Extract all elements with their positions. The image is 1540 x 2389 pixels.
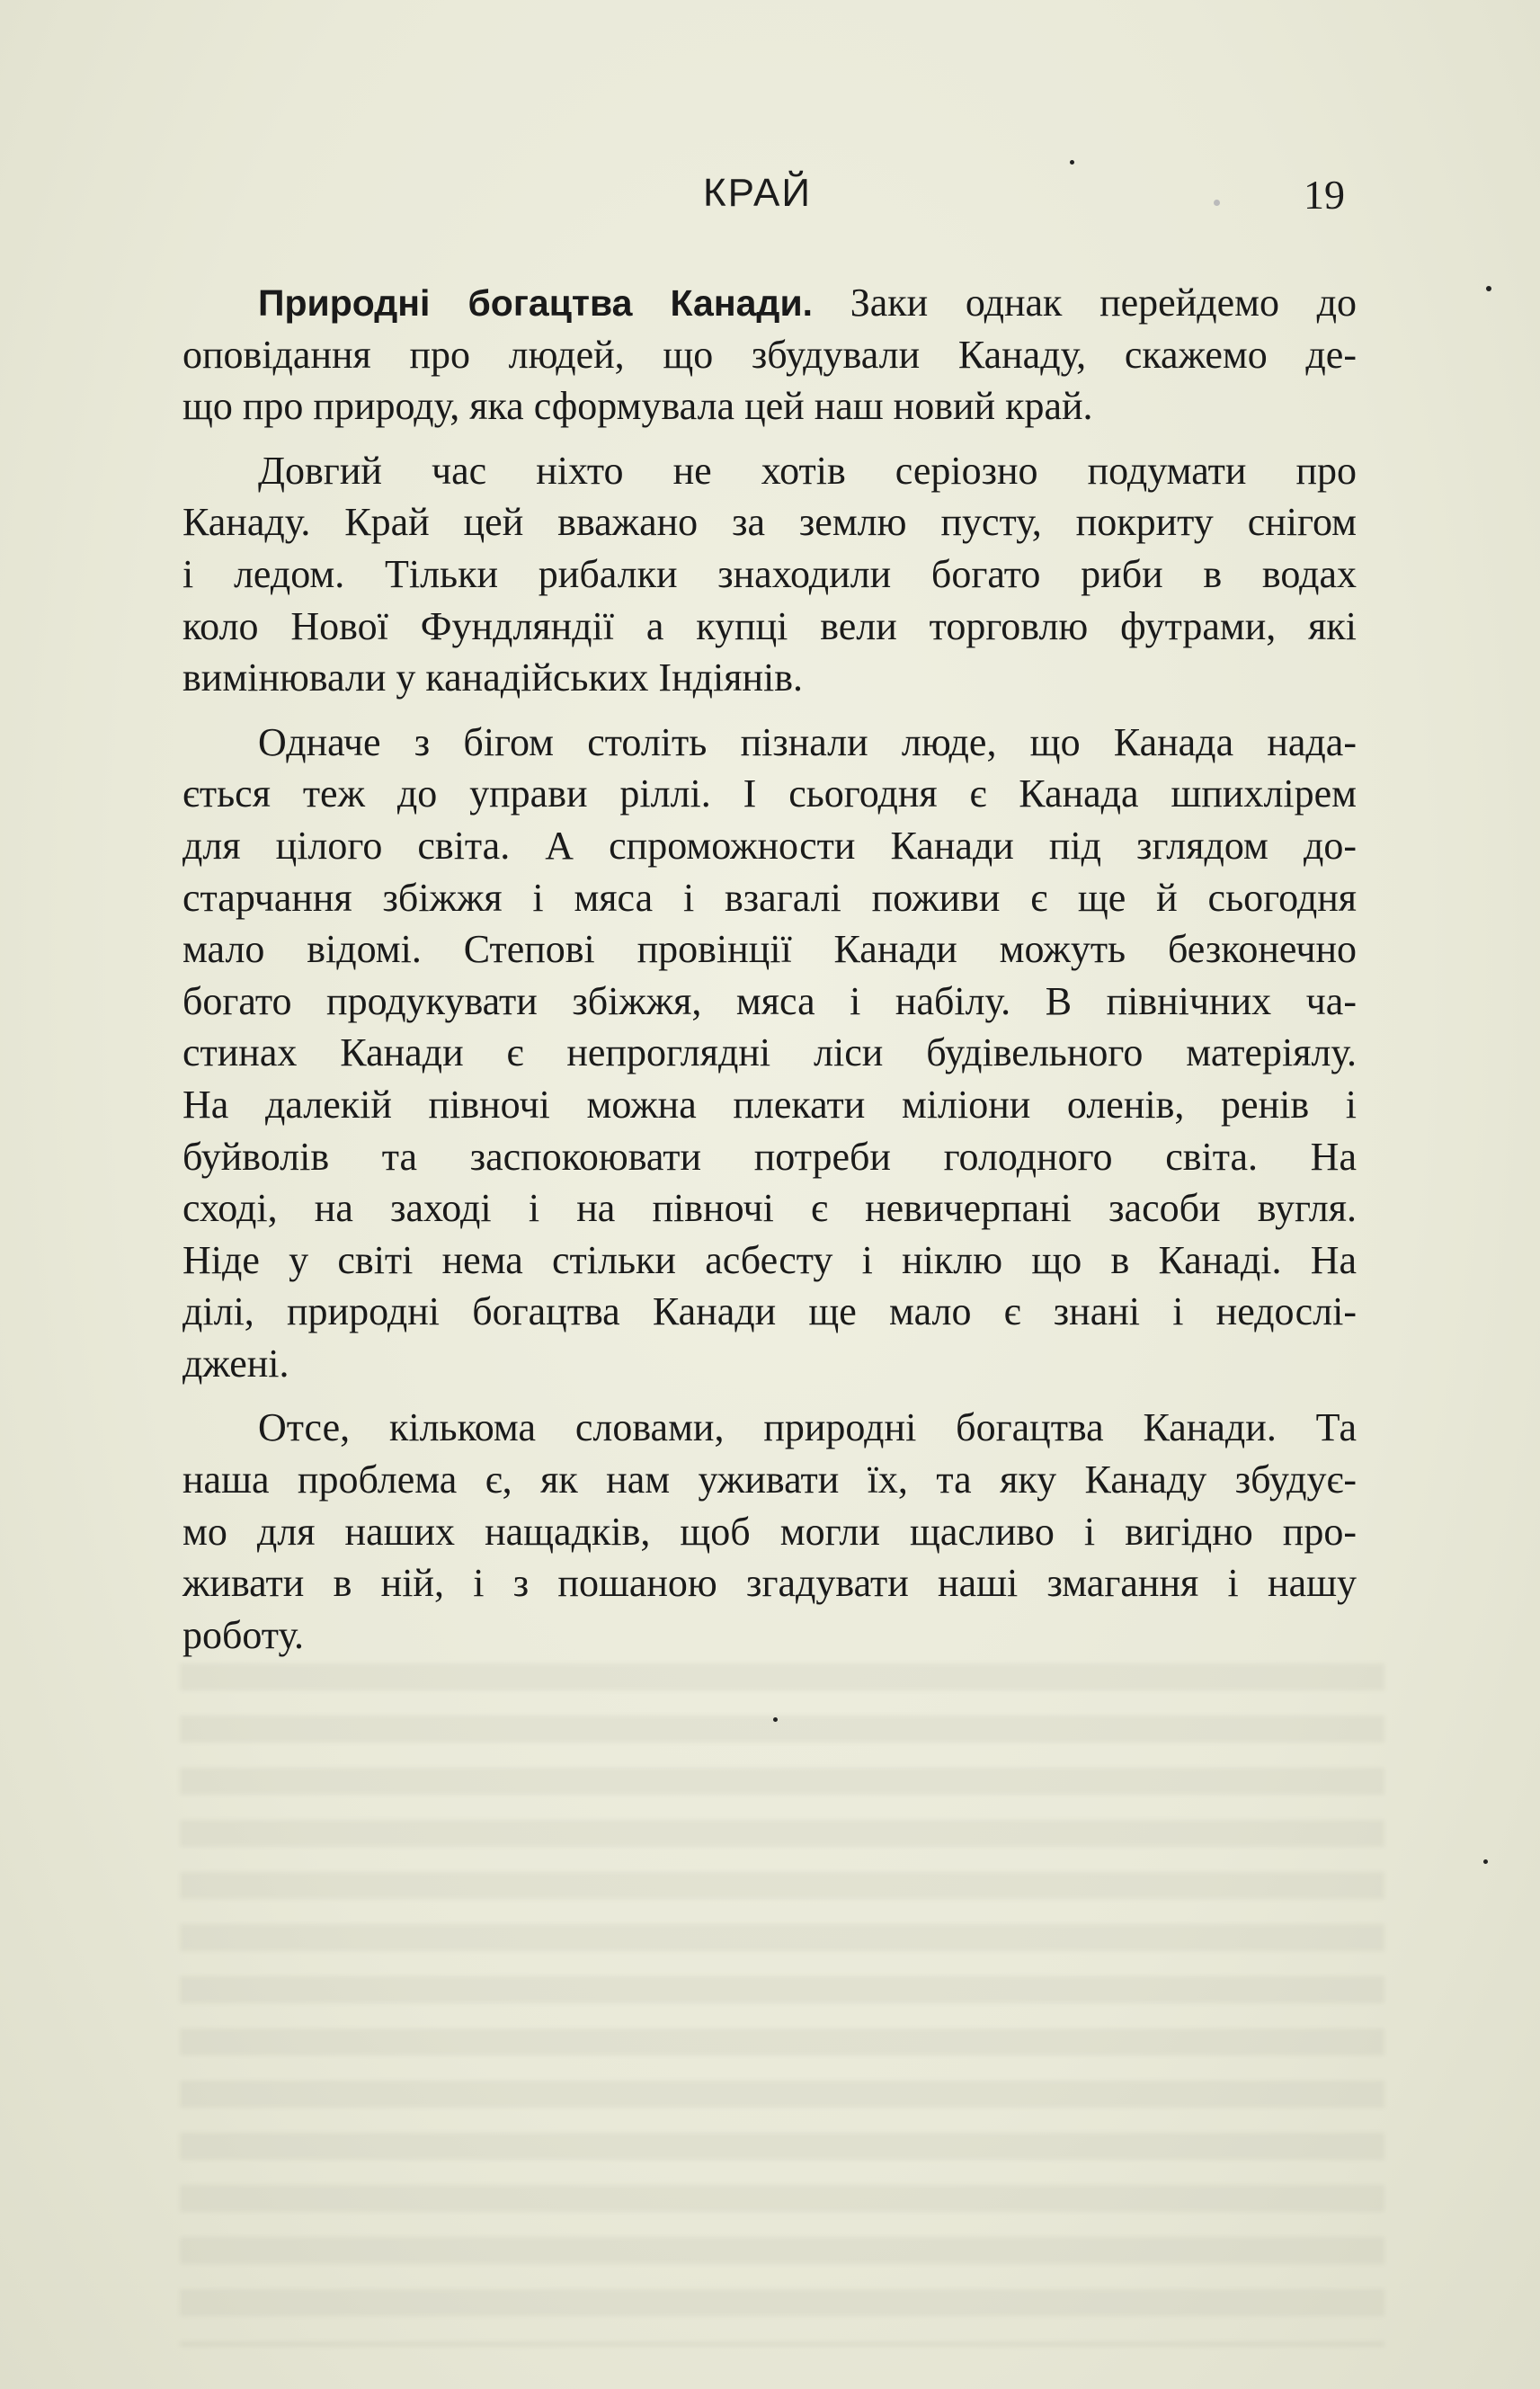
paragraph-4 (182, 1402, 1357, 1661)
text-line: Ніде у світі нема стільки асбесту і ніклю що в Канаді. На (182, 1237, 1357, 1282)
running-head (0, 171, 1540, 225)
text-line: оповідання про людей, що збудували Канаду, скажемо де- (182, 332, 1357, 377)
text-line: що про природу, яка сформувала цей наш новий край. (182, 384, 1093, 429)
text-line: і ледом. Тільки рибалки знаходили богато риби в водах (182, 551, 1357, 596)
text-line: мало відомі. Степові провінції Канади можуть безконечно (182, 927, 1357, 972)
page-number: 19 (1304, 172, 1345, 218)
paragraph-2 (182, 445, 1357, 704)
paragraph-3 (182, 717, 1357, 1390)
paragraph-heading: Природні богацтва Канади. (258, 282, 814, 324)
show-through-texture (180, 1663, 1384, 2347)
text-line: буйволів та заспокоювати потреби голодного світа. На (182, 1134, 1357, 1179)
text-line: старчання збіжжя і мяса і взагалі поживи є ще й сьогодня (182, 875, 1357, 920)
text-line: джені. (182, 1341, 289, 1386)
text-line: Довгий час ніхто не хотів серіозно подумати про (258, 448, 1357, 493)
text-line: Природні богацтва Канади. Заки однак перейдемо до (258, 281, 1358, 325)
text-line: На далекій півночі можна плекати міліони оленів, ренів і (182, 1082, 1357, 1127)
text-line: коло Нової Фундляндії а купці вели торговлю футрами, які (182, 603, 1357, 648)
text-line: роботу. (182, 1612, 305, 1657)
text-line: Канаду. Край цей вважано за землю пусту, покриту снігом (182, 500, 1357, 545)
text-line: Отсе, кількома словами, природні богацтва Канади. Та (258, 1405, 1357, 1450)
text-line: ділі, природні богацтва Канади ще мало є знані і недослі- (182, 1289, 1357, 1334)
text-line: богато продукувати збіжжя, мяса і набілу. В північних ча- (182, 978, 1357, 1023)
paragraph-1 (182, 277, 1357, 432)
text-line: мо для наших нащадків, щоб могли щасливо і вигідно про- (182, 1509, 1357, 1554)
text-line: сході, на заході і на півночі є невичерпані засоби вугля. (182, 1186, 1357, 1231)
body-text (182, 277, 1357, 1661)
text-line: ється теж до управи ріллі. І сьогодня є Канада шпихлірем (182, 771, 1357, 816)
running-title: КРАЙ (703, 171, 813, 215)
ink-speck (1070, 160, 1074, 165)
ink-speck (1483, 1859, 1488, 1864)
text-line: для цілого світа. А спроможности Канади під зглядом до- (182, 823, 1357, 868)
text-line: стинах Канади є непроглядні ліси будівельного матеріялу. (182, 1030, 1357, 1075)
ink-speck (773, 1717, 778, 1722)
text-line: Одначе з бігом століть пізнали люде, що Канада нада- (258, 719, 1357, 764)
text-line: вимінювали у канадійських Індіянів. (182, 655, 804, 700)
text-line: наша проблема є, як нам уживати їх, та яку Канаду збудує- (182, 1457, 1357, 1502)
text-line: живати в ній, і з пошаною згадувати наші змагання і нашу (182, 1561, 1357, 1606)
ink-speck (1486, 286, 1491, 291)
ink-speck (1214, 200, 1220, 206)
